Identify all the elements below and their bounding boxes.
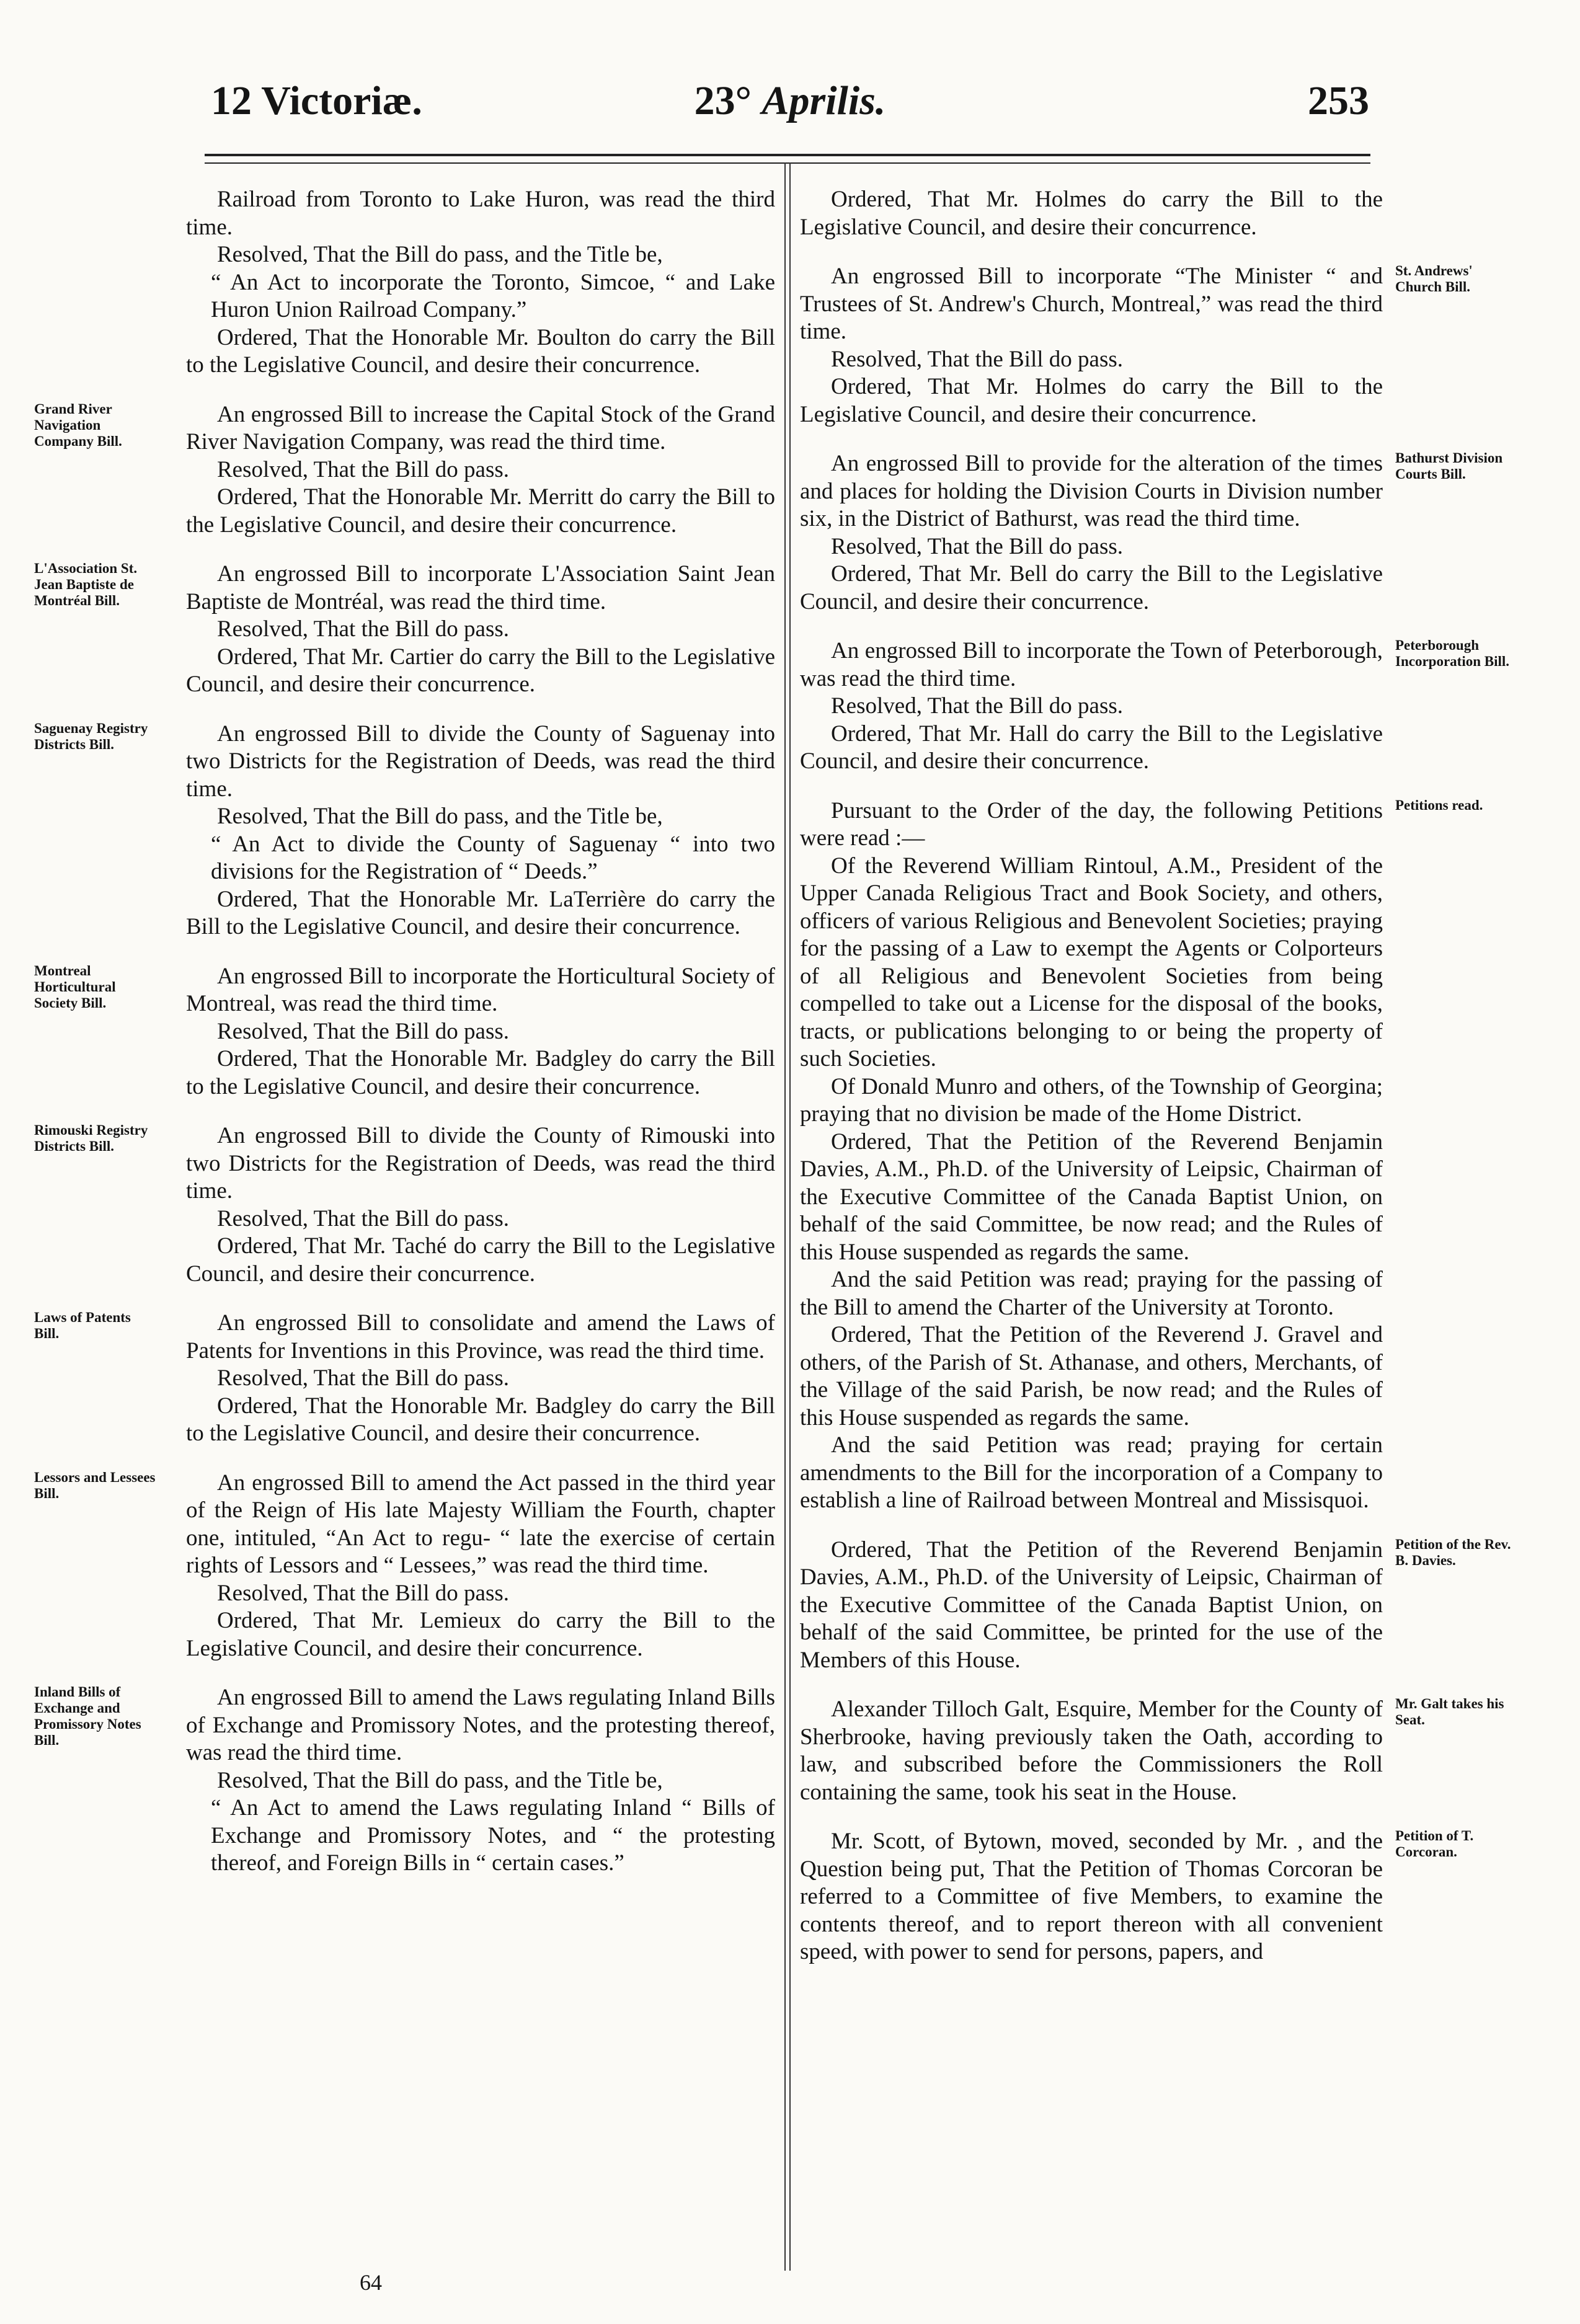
header-date <box>186 78 1394 125</box>
entry-line: Resolved, That the Bill do pass. <box>217 1580 510 1606</box>
entry-line: An engrossed Bill to divide the County of Rimouski into two Districts for the Registration of Deeds, was read the third time. <box>186 1123 775 1204</box>
entry-line: An engrossed Bill to consolidate and amend the Laws of Patents for Inventions in this Province, was read the third time. <box>186 1310 775 1364</box>
journal-entry <box>800 263 1473 428</box>
entry-line: Of Donald Munro and others, of the Township of Georgina; praying that no division be made of the Home District. <box>800 1073 1383 1127</box>
entry-line: Ordered, That the Honorable Mr. Badgley do carry the Bill to the Legislative Council, and desire their concurrence. <box>186 1046 775 1099</box>
entry-line: Railroad from Toronto to Lake Huron, was read the third time. <box>186 187 775 240</box>
marginal-note: Petition of T. Corcoran. <box>1395 1828 1474 1860</box>
marginal-note: Rimouski Registry Districts Bill. <box>34 1122 148 1154</box>
journal-entry <box>34 1684 775 1878</box>
entry-line: An engrossed Bill to divide the County of Saguenay into two Districts for the Registration of Deeds, was read the third time. <box>186 721 775 802</box>
entry-line: “ An Act to incorporate the Toronto, Simcoe, “ and Lake Huron Union Railroad Company.” <box>211 269 775 322</box>
journal-entry <box>800 797 1483 1515</box>
journal-entry <box>34 1469 775 1663</box>
marginal-note: Petition of the Rev. B. Davies. <box>1395 1536 1511 1568</box>
entry-line: Ordered, That Mr. Holmes do carry the Bill to the Legislative Council, and desire their concurrence. <box>800 374 1383 427</box>
entry-line: Resolved, That the Bill do pass. <box>217 1365 510 1391</box>
journal-entry <box>34 1310 775 1448</box>
entry-line: Mr. Scott, of Bytown, moved, seconded by Mr. , and the Question being put, That the Petition of Thomas Corcoran be referred to a Committee of five Members, to examine the contents thereof, and to report thereon with all convenient speed, with power to send for persons, papers, and <box>800 1829 1383 1964</box>
column-divider-inner <box>789 162 791 2271</box>
entry-line: An engrossed Bill to incorporate L'Association Saint Jean Baptiste de Montréal, was read the third time. <box>186 561 775 614</box>
journal-entry <box>800 1696 1504 1806</box>
entry-line: Of the Reverend William Rintoul, A.M., President of the Upper Canada Religious Tract and Book Society, and others, officers of various Religious and Benevolent Societies; praying for the passing of a Law to exempt the Agents or Colporteurs of all Religious and Benevolent Societies from being compelled to take out a License for the disposal of the books, tracts, or publications belonging to or being the property of such Societies. <box>800 853 1383 1071</box>
journal-entry <box>34 962 775 1101</box>
entry-line: Resolved, That the Bill do pass, and the Title be, <box>217 804 663 829</box>
entry-line: Resolved, That the Bill do pass. <box>217 1205 510 1231</box>
entry-line: Ordered, That the Honorable Mr. Badgley do carry the Bill to the Legislative Council, and desire their concurrence. <box>186 1393 775 1446</box>
entry-line: Resolved, That the Bill do pass. <box>831 693 1124 719</box>
marginal-note: Lessors and Lessees Bill. <box>34 1469 156 1501</box>
left-column <box>34 186 775 1899</box>
page-number: 253 <box>1308 78 1369 123</box>
entry-line: Ordered, That the Honorable Mr. LaTerrière do carry the Bill to the Legislative Council, and desire their concurrence. <box>186 886 775 939</box>
journal-entry <box>800 1828 1474 1966</box>
entry-line: An engrossed Bill to incorporate “The Minister “ and Trustees of St. Andrew's Church, Montreal,” was read the third time. <box>800 264 1383 344</box>
entry-line: An engrossed Bill to increase the Capital Stock of the Grand River Navigation Company, was read the third time. <box>186 401 775 455</box>
entry-line: Ordered, That the Honorable Mr. Merritt do carry the Bill to the Legislative Council, and desire their concurrence. <box>186 484 775 538</box>
column-divider <box>784 162 786 2271</box>
marginal-note: Inland Bills of Exchange and Promissory Notes Bill. <box>34 1684 141 1748</box>
journal-entry <box>800 450 1503 616</box>
entry-line: Resolved, That the Bill do pass, and the Title be, <box>217 1767 663 1793</box>
header-rule-thick <box>205 154 1370 156</box>
marginal-note: St. Andrews' Church Bill. <box>1395 263 1473 295</box>
journal-entry <box>800 186 1383 241</box>
entry-line: Ordered, That Mr. Cartier do carry the Bill to the Legislative Council, and desire their concurrence. <box>186 644 775 697</box>
header-month: Aprilis. <box>761 78 886 123</box>
entry-line: Ordered, That the Petition of the Reverend Benjamin Davies, A.M., Ph.D. of the University of Leipsic, Chairman of the Executive Committee of the Canada Baptist Union, on behalf of the said Committee, be printed for the use of the Members of this House. <box>800 1537 1383 1673</box>
entry-line: Pursuant to the Order of the day, the following Petitions were read :— <box>800 797 1383 851</box>
entry-line: Ordered, That the Honorable Mr. Boulton do carry the Bill to the Legislative Council, and desire their concurrence. <box>186 324 775 378</box>
entry-line: An engrossed Bill to provide for the alteration of the times and places for holding the Division Courts in Division number six, in the District of Bathurst, was read the third time. <box>800 451 1383 531</box>
entry-line: Ordered, That Mr. Lemieux do carry the Bill to the Legislative Council, and desire their concurrence. <box>186 1608 775 1661</box>
entry-line: Ordered, That Mr. Holmes do carry the Bill to the Legislative Council, and desire their concurrence. <box>800 187 1383 240</box>
entry-line: Resolved, That the Bill do pass. <box>217 456 510 482</box>
running-header <box>186 65 1394 140</box>
entry-line: Ordered, That the Petition of the Reverend J. Gravel and others, of the Parish of St. Athanase, and others, Merchants, of the Village of the said Parish, be now read; and the Rules of this House suspended as regards the same. <box>800 1322 1383 1430</box>
header-day: 23° <box>694 78 752 123</box>
entry-line: “ An Act to divide the County of Saguenay “ into two divisions for the Registration of “ Deeds.” <box>211 831 775 884</box>
entry-line: Ordered, That Mr. Taché do carry the Bill to the Legislative Council, and desire their concurrence. <box>186 1233 775 1287</box>
journal-entry <box>186 186 775 379</box>
entry-line: Resolved, That the Bill do pass. <box>217 616 510 642</box>
signature-mark: 64 <box>360 2270 382 2295</box>
marginal-note: Grand River Navigation Company Bill. <box>34 401 122 449</box>
entry-line: Resolved, That the Bill do pass. <box>831 346 1124 372</box>
marginal-note: Saguenay Registry Districts Bill. <box>34 720 148 752</box>
journal-entry <box>800 1536 1511 1675</box>
journal-entry <box>34 401 775 539</box>
entry-line: Alexander Tilloch Galt, Esquire, Member for the County of Sherbrooke, having previously taken the Oath, according to law, and subscribed before the Commissioners the Roll containing the same, took his seat in the House. <box>800 1696 1383 1805</box>
entry-line: Resolved, That the Bill do pass. <box>217 1018 510 1044</box>
marginal-note: Montreal Horticultural Society Bill. <box>34 962 116 1011</box>
entry-line: Ordered, That Mr. Hall do carry the Bill to the Legislative Council, and desire their concurrence. <box>800 721 1383 774</box>
entry-line: An engrossed Bill to amend the Act passed in the third year of the Reign of His late Majesty William the Fourth, chapter one, intituled, “An Act to regu- “ late the exercise of certain rights of Lessors and “ Lessees,” was read the third time. <box>186 1470 775 1578</box>
marginal-note: Peterborough Incorporation Bill. <box>1395 637 1510 669</box>
entry-line: Resolved, That the Bill do pass, and the Title be, <box>217 242 663 267</box>
entry-line: An engrossed Bill to incorporate the Horticultural Society of Montreal, was read the third time. <box>186 963 775 1016</box>
entry-line: An engrossed Bill to incorporate the Town of Peterborough, was read the third time. <box>800 638 1383 691</box>
entry-line: And the said Petition was read; praying for certain amendments to the Bill for the incorporation of a Company to establish a line of Railroad between Montreal and Missisquoi. <box>800 1432 1383 1513</box>
entry-line: Ordered, That Mr. Bell do carry the Bill to the Legislative Council, and desire their concurrence. <box>800 561 1383 614</box>
marginal-note: Petitions read. <box>1395 797 1483 813</box>
marginal-note: Laws of Patents Bill. <box>34 1310 131 1341</box>
entry-line: Resolved, That the Bill do pass. <box>831 533 1124 559</box>
header-regnal-year: 12 Victoriæ. <box>211 78 422 123</box>
entry-line: “ An Act to amend the Laws regulating Inland “ Bills of Exchange and Promissory Notes, and “ the protesting thereof, and Foreign Bills in “ certain cases.” <box>211 1795 775 1876</box>
journal-entry <box>34 720 775 941</box>
marginal-note: Bathurst Division Courts Bill. <box>1395 450 1503 482</box>
journal-entry <box>34 1122 775 1288</box>
journal-entry <box>34 561 775 699</box>
right-column <box>800 186 1511 1988</box>
entry-line: Ordered, That the Petition of the Reverend Benjamin Davies, A.M., Ph.D. of the University of Leipsic, Chairman of the Executive Committee of the Canada Baptist Union, on behalf of the said Committee, be now read; and the Rules of this House suspended as regards the same. <box>800 1129 1383 1265</box>
header-rule-thin <box>205 162 1370 164</box>
marginal-note: L'Association St. Jean Baptiste de Montréal Bill. <box>34 561 138 608</box>
marginal-note: Mr. Galt takes his Seat. <box>1395 1696 1504 1727</box>
entry-line: An engrossed Bill to amend the Laws regulating Inland Bills of Exchange and Promissory Notes, and the protesting thereof, was read the third time. <box>186 1685 775 1765</box>
journal-entry <box>800 637 1510 776</box>
entry-line: And the said Petition was read; praying for the passing of the Bill to amend the Charter of the University at Toronto. <box>800 1267 1383 1320</box>
